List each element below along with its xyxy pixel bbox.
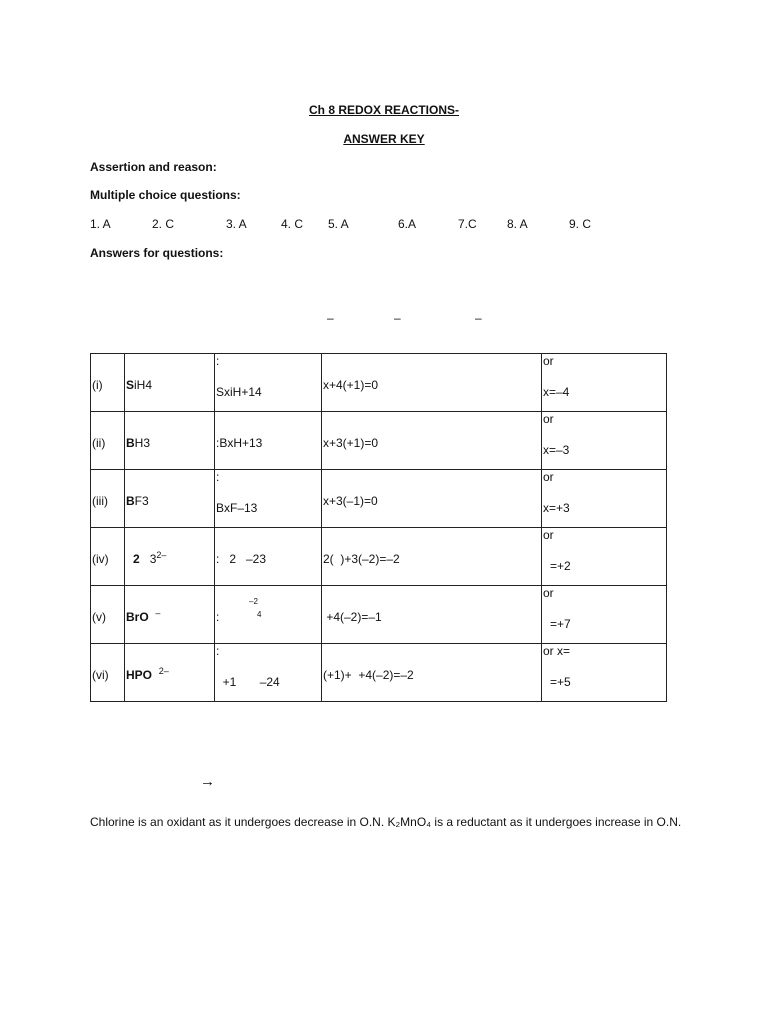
oxidation-setup: SxiH+14	[216, 385, 262, 399]
result-value: =+5	[550, 675, 571, 689]
equation-cell: x+3(–1)=0	[323, 494, 378, 508]
oxidation-setup: :	[216, 610, 220, 624]
compound-cell: SiH4	[126, 378, 153, 392]
dash-mark: –	[327, 311, 334, 325]
equation-cell: 2( )+3(–2)=–2	[323, 552, 400, 566]
mcq-answer: 3. A	[226, 217, 247, 231]
result-top: or	[543, 586, 554, 600]
reaction-arrow: →	[200, 773, 215, 790]
row-number: (vi)	[92, 668, 109, 682]
oxidation-setup: +1 –24	[216, 675, 280, 689]
oxidation-subscript: 4	[257, 610, 262, 619]
result-top: or	[543, 470, 554, 484]
mcq-answer: 6.A	[398, 217, 417, 231]
result-top: or	[543, 528, 554, 542]
dash-mark: –	[475, 311, 482, 325]
section-answers: Answers for questions:	[90, 246, 224, 260]
section-mcq: Multiple choice questions:	[90, 188, 241, 202]
oxidation-setup: BxF–13	[216, 501, 258, 515]
section-assertion: Assertion and reason:	[90, 160, 217, 174]
compound-cell: BH3	[126, 436, 151, 450]
table-row	[91, 470, 667, 528]
row-number: (iv)	[92, 552, 109, 566]
table-row	[91, 644, 667, 702]
conclusion-text: Chlorine is an oxidant as it undergoes decrease in O.N. K₂MnO₄ is a reductant as it undergoes increase in O.N.	[90, 815, 682, 829]
compound-cell: BrO –	[126, 608, 161, 624]
equation-cell: (+1)+ +4(–2)=–2	[323, 668, 414, 682]
result-top: or	[543, 354, 554, 368]
result-value: x=+3	[543, 501, 570, 515]
result-top: or x=	[543, 644, 571, 658]
dash-mark: –	[394, 311, 401, 325]
row-number: (i)	[92, 378, 103, 392]
row-number: (ii)	[92, 436, 106, 450]
table-row	[91, 354, 667, 412]
mcq-answer: 8. A	[507, 217, 528, 231]
oxidation-setup-top: :	[216, 470, 220, 484]
page-subtitle: ANSWER KEY	[343, 132, 425, 146]
table-row	[91, 586, 667, 644]
mcq-answer: 2. C	[152, 217, 175, 231]
page-title: Ch 8 REDOX REACTIONS-	[308, 103, 459, 117]
row-number: (v)	[92, 610, 106, 624]
mcq-answer: 5. A	[328, 217, 349, 231]
oxidation-setup: :BxH+13	[216, 436, 263, 450]
result-top: or	[543, 412, 554, 426]
equation-cell: x+3(+1)=0	[323, 436, 379, 450]
oxidation-setup-top: :	[216, 644, 220, 658]
mcq-answer: 7.C	[458, 217, 477, 231]
mcq-answer: 4. C	[281, 217, 304, 231]
result-value: x=–3	[543, 443, 570, 457]
result-value: x=–4	[543, 385, 570, 399]
equation-cell: x+4(+1)=0	[323, 378, 379, 392]
oxidation-setup: : 2 –23	[216, 552, 267, 566]
answer-table	[90, 353, 667, 702]
oxidation-setup-top: :	[216, 354, 220, 368]
table-row	[91, 528, 667, 586]
equation-cell: +4(–2)=–1	[323, 610, 382, 624]
mcq-answer: 9. C	[569, 217, 592, 231]
row-number: (iii)	[92, 494, 108, 508]
compound-cell: 2 $3^{2-}$	[133, 550, 167, 566]
mcq-answer: 1. A	[90, 217, 111, 231]
result-value: =+7	[550, 617, 571, 631]
result-value: =+2	[550, 559, 571, 573]
compound-cell: BF3	[126, 494, 149, 508]
compound-cell: HPO $^{2-}$	[126, 666, 169, 682]
table-row	[91, 412, 667, 470]
oxidation-superscript: –2	[249, 597, 258, 606]
